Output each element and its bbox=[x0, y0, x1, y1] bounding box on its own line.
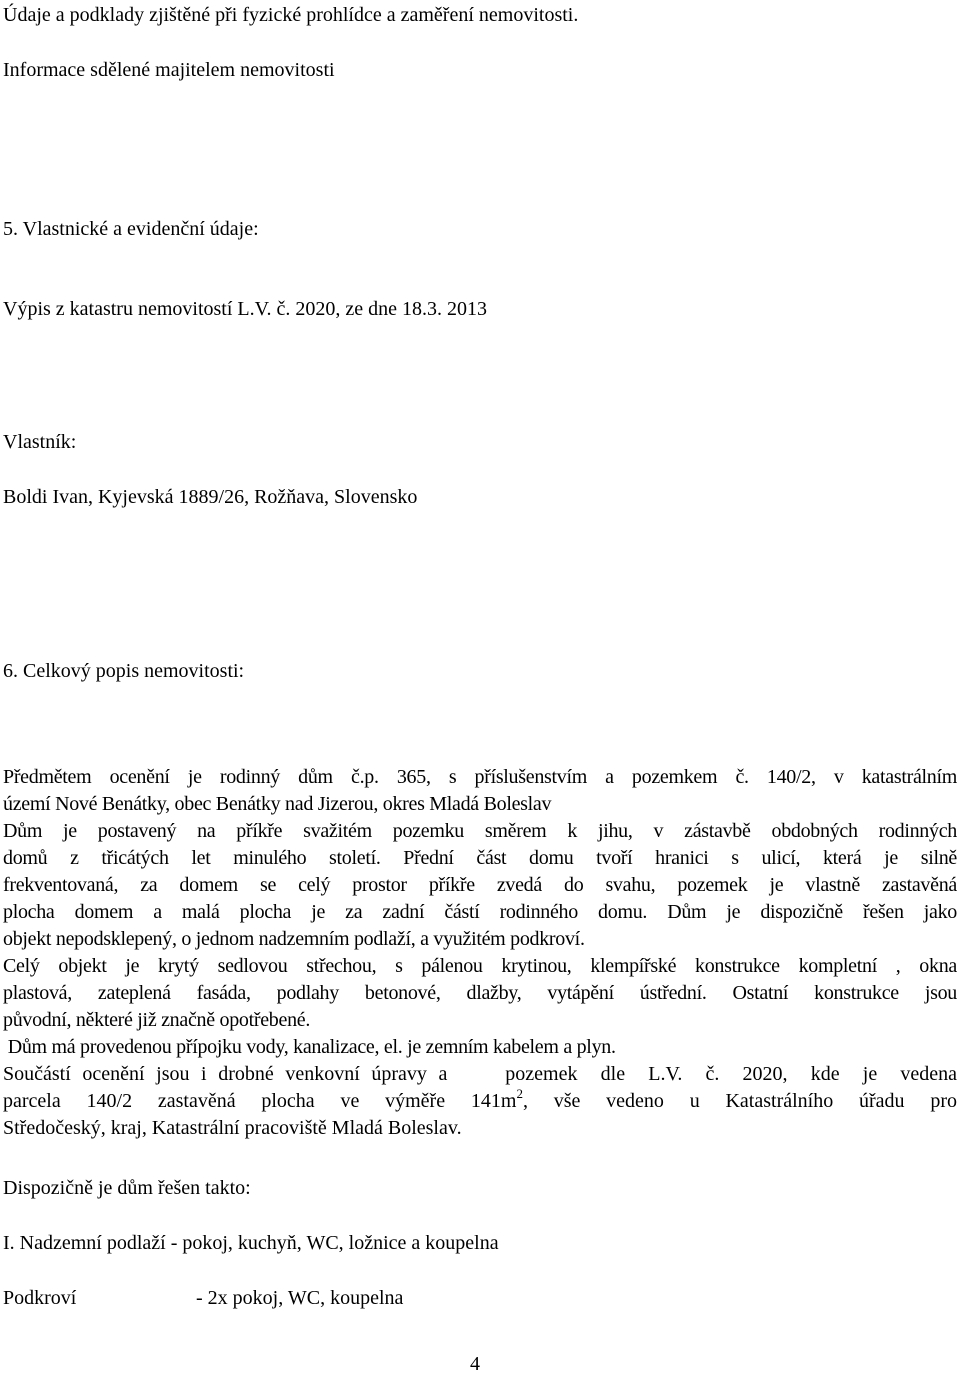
description-line: Středočeský, kraj, Katastrální pracoviště Mladá Boleslav. bbox=[3, 1117, 462, 1139]
floor-rooms: pokoj, kuchyň, WC, ložnice a koupelna bbox=[182, 1232, 499, 1254]
floor-attic bbox=[3, 1286, 403, 1310]
description-line: plocha domem a malá plocha je za zadní částí rodinného domu. Dům je dispozičně řešen jako bbox=[3, 901, 957, 923]
description-line: Celý objekt je krytý sedlovou střechou, s pálenou krytinou, klempířské konstrukce kompletní , okna bbox=[3, 955, 957, 977]
intro-line-2: Informace sdělené majitelem nemovitosti bbox=[3, 59, 335, 81]
parcel-area-text: parcela 140/2 zastavěná plocha ve výměře 141m bbox=[3, 1090, 517, 1112]
floor-ground bbox=[3, 1231, 499, 1255]
description-line: plastová, zateplená fasáda, podlahy betonové, dlažby, vytápění ústřední. Ostatní konstrukce jsou bbox=[3, 982, 957, 1004]
description-line: území Nové Benátky, obec Benátky nad Jizerou, okres Mladá Boleslav bbox=[3, 793, 552, 815]
property-description bbox=[3, 764, 957, 1142]
owner-label: Vlastník: bbox=[3, 431, 77, 453]
floor-rooms: - 2x pokoj, WC, koupelna bbox=[196, 1287, 404, 1309]
layout-intro: Dispozičně je dům řešen takto: bbox=[3, 1177, 251, 1199]
section-5-heading: 5. Vlastnické a evidenční údaje: bbox=[3, 218, 259, 240]
description-line: Dům má provedenou přípojku vody, kanalizace, el. je zemním kabelem a plyn. bbox=[3, 1036, 616, 1058]
section-6-heading: 6. Celkový popis nemovitosti: bbox=[3, 660, 245, 682]
description-line: objekt nepodsklepený, o jednom nadzemním podlaží, a využitém podkroví. bbox=[3, 928, 585, 950]
parcel-area-line bbox=[3, 1088, 957, 1115]
description-line: Dům je postavený na příkře svažitém pozemku směrem k jihu, v zástavbě obdobných rodinných bbox=[3, 820, 957, 842]
owner-value: Boldi Ivan, Kyjevská 1889/26, Rožňava, Slovensko bbox=[3, 486, 418, 508]
cadastre-extract: Výpis z katastru nemovitostí L.V. č. 2020, ze dne 18.3. 2013 bbox=[3, 298, 488, 320]
description-line: frekventovaná, za domem se celý prostor příkře zvedá do svahu, pozemek je vlastně zastavěná bbox=[3, 874, 957, 896]
page-number: 4 bbox=[470, 1353, 480, 1375]
description-line: domů z třicátých let minulého století. Přední část domu tvoří hranici s ulicí, která je silně bbox=[3, 847, 957, 869]
description-line: původní, některé již značně opotřebené. bbox=[3, 1009, 311, 1031]
square-superscript: 2 bbox=[516, 1086, 523, 1101]
floor-label: Podkroví bbox=[3, 1287, 77, 1309]
description-line: Předmětem ocenění je rodinný dům č.p. 365, s příslušenstvím a pozemkem č. 140/2, v katastrálním bbox=[3, 766, 957, 788]
intro-line-1: Údaje a podklady zjištěné při fyzické prohlídce a zaměření nemovitosti. bbox=[3, 4, 579, 26]
parcel-area-text-end: , vše vedeno u Katastrálního úřadu pro bbox=[522, 1090, 957, 1112]
description-line: Součástí ocenění jsou i drobné venkovní úpravy a pozemek dle L.V. č. 2020, kde je vedena bbox=[3, 1063, 957, 1085]
floor-label: I. Nadzemní podlaží - bbox=[3, 1232, 178, 1254]
